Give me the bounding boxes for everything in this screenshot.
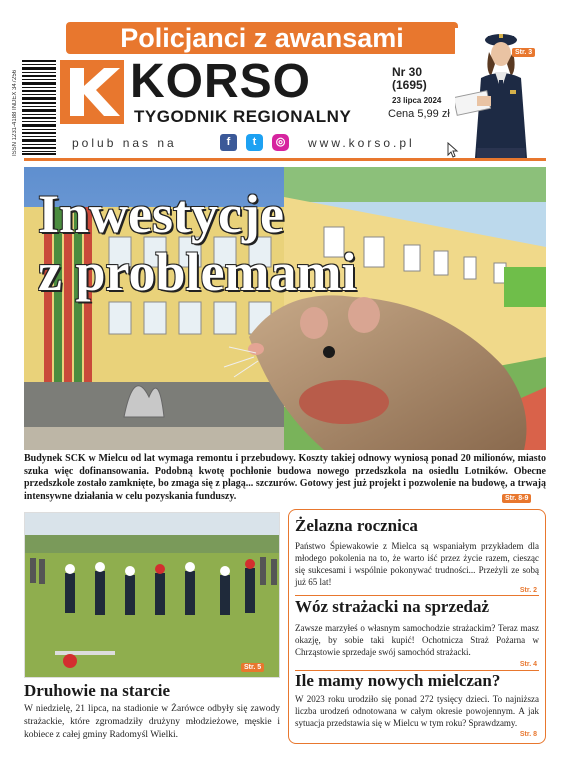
korso-logo-icon: [60, 60, 124, 124]
article-page-ref[interactable]: Str. 4: [519, 661, 537, 668]
masthead-divider: [24, 158, 546, 161]
barcode: [22, 60, 56, 155]
article-text: Zawsze marzyłeś o własnym samochodzie strażackim? Teraz masz okazję, by sobie taki kupić! Ochotnicza Straż Pożarna w Chrząstowie sprzedaje swój samochód strażacki.: [295, 623, 539, 657]
left-article-text: W niedzielę, 21 lipca, na stadionie w Żarówce odbyły się zawody strażackie, które zgromadziły drużyny młodzieżowe, męskie i kobiece z całej gminy Radomyśl Wielki.: [24, 704, 280, 740]
facebook-icon[interactable]: f: [220, 134, 237, 151]
hero-story[interactable]: [24, 167, 546, 450]
article-page-ref[interactable]: Str. 2: [519, 587, 537, 594]
social-row: [72, 134, 452, 152]
article-page-ref[interactable]: Str. 8: [519, 731, 537, 738]
instagram-icon[interactable]: ◎: [272, 134, 289, 151]
issue-date: 23 lipca 2024: [392, 96, 442, 105]
article-text: W 2023 roku urodziło się ponad 272 tysięcy dzieci. To najniższa liczba urodzeń odnotowana w całym okresie powojennym. A jak sytuacja przedstawia się w Mielcu w tym roku? Sprawdzamy.: [295, 694, 539, 728]
article-divider: [295, 595, 539, 596]
hero-title: Inwestycje z problemami: [38, 184, 357, 302]
website-link[interactable]: www.korso.pl: [308, 136, 415, 150]
social-label: polub nas na: [72, 136, 177, 150]
left-article-title[interactable]: Druhowie na starcie: [24, 681, 171, 700]
cursor-icon: [447, 142, 459, 158]
article-title[interactable]: Ile mamy nowych mielczan?: [295, 671, 501, 690]
issue-number: Nr 30 (1695): [392, 65, 427, 92]
left-article-page-ref[interactable]: Str. 5: [241, 663, 264, 672]
right-articles-box: [288, 509, 546, 744]
firefighters-image: [25, 513, 280, 678]
article-text: Państwo Śpiewakowie z Mielca są wspaniałym przykładem dla młodego pokolenia na to, że warto iść przez życie razem, ciesząc się sukcesami i wspólnie pokonywać trudności... Przeżyli ze sobą już 65 lat!: [295, 541, 539, 587]
headline-banner[interactable]: Policjanci z awansami: [66, 22, 458, 54]
twitter-icon[interactable]: t: [246, 134, 263, 151]
barcode-text: ISSN 1231-4188 INDEX 347256: [12, 69, 18, 156]
firefighters-photo[interactable]: [24, 512, 280, 678]
issue-price: Cena 5,99 zł: [388, 108, 450, 120]
hero-caption: Budynek SCK w Mielcu od lat wymaga remontu i przebudowy. Koszty takiej odnowy wyniosą ponad 20 milionów, miasto szuka więc dofinansowania. Podobną kwotę pochłonie budowa nowego przedszkola na osiedlu Lotników. Obecne przedszkole zostało zamknięte, bo zmaga się z plagą... szczurów. Gotowy jest już projekt i pozwolenie na budowę, a trwają intensywne działania w celu pozyskania funduszy.: [24, 453, 546, 502]
article-title[interactable]: Wóz strażacki na sprzedaż: [295, 597, 490, 616]
banner-page-ref[interactable]: Str. 3: [512, 48, 535, 57]
article-title[interactable]: Żelazna rocznica: [295, 516, 418, 535]
brand-subtitle: TYGODNIK REGIONALNY: [134, 107, 352, 126]
hero-page-ref[interactable]: Str. 8-9: [502, 494, 531, 503]
brand-name: KORSO: [130, 55, 312, 108]
